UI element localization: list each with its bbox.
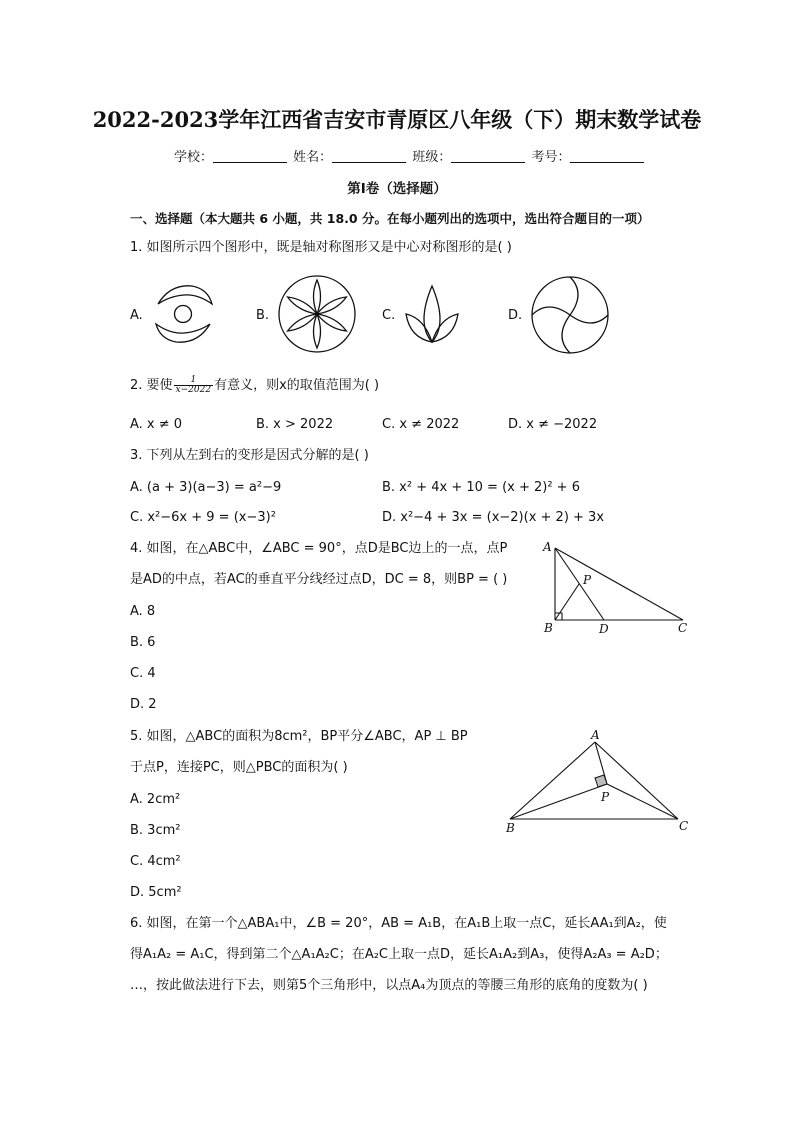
class-blank[interactable] — [451, 150, 525, 163]
q2-fraction-numerator: 1 — [174, 376, 214, 386]
q2-stem — [130, 376, 379, 395]
school-blank[interactable] — [213, 150, 287, 163]
q4-label-b: B — [544, 621, 553, 635]
q6-stem-line2: 得A₁A₂ = A₁C，得到第二个△A₁A₂C；在A₂C上取一点D，延长A₁A₂到A₃，使得A₂A₃ = A₂D； — [130, 947, 668, 962]
q1-option-d-label: D. — [508, 308, 523, 323]
q2-option-c: C. x ≠ 2022 — [382, 417, 460, 432]
q4-figure — [540, 538, 695, 638]
q2-option-a: A. x ≠ 0 — [130, 417, 183, 432]
q3-stem: 3. 下列从左到右的变形是因式分解的是( ) — [130, 448, 369, 463]
q5-label-p: P — [601, 790, 610, 804]
q4-label-c: C — [678, 621, 688, 635]
section-heading: 一、选择题（本大题共 6 小题，共 18.0 分。在每小题列出的选项中，选出符合题目的一项） — [130, 211, 650, 226]
q2-stem-pre: 2. 要使 — [130, 378, 173, 393]
q5-stem-line2: 于点P，连接PC，则△PBC的面积为( ) — [130, 760, 348, 775]
name-label: 姓名： — [293, 150, 333, 165]
q6-stem-line1: 6. 如图，在第一个△ABA₁中，∠B = 20°，AB = A₁B，在A₁B上取一点C，延长AA₁到A₂，使 — [130, 916, 667, 931]
q1-option-c-label: C. — [382, 308, 396, 323]
q1-figure-a — [150, 282, 218, 346]
q2-option-d: D. x ≠ −2022 — [508, 417, 598, 432]
exam-no-blank[interactable] — [570, 150, 644, 163]
q4-segment-bp — [555, 584, 579, 620]
student-info-line — [174, 146, 646, 165]
q4-option-b: B. 6 — [130, 635, 156, 650]
q4-label-a: A — [543, 540, 552, 554]
q4-label-d: D — [599, 622, 609, 636]
q2-stem-post: 有意义，则x的取值范围为( ) — [214, 378, 380, 393]
name-blank[interactable] — [332, 150, 406, 163]
q1-figure-b — [277, 274, 357, 354]
q5-figure — [500, 728, 700, 838]
q5-segment-bp — [510, 784, 607, 819]
volume-heading: 第Ⅰ卷（选择题） — [347, 181, 447, 197]
q4-stem-line2: 是AD的中点，若AC的垂直平分线经过点D，DC = 8，则BP = ( ) — [130, 572, 508, 587]
q1-option-b-label: B. — [256, 308, 270, 323]
q4-option-d: D. 2 — [130, 697, 157, 712]
q3-option-a: A. (a + 3)(a−3) = a²−9 — [130, 480, 282, 495]
q4-stem-line1: 4. 如图，在△ABC中，∠ABC = 90°，点D是BC边上的一点，点P — [130, 541, 508, 556]
q4-option-c: C. 4 — [130, 666, 156, 681]
q5-segment-ab — [510, 742, 595, 819]
q5-label-a: A — [591, 728, 600, 742]
q3-option-c: C. x²−6x + 9 = (x−3)² — [130, 510, 276, 525]
q2-fraction-denominator: x−2022 — [175, 385, 212, 395]
q5-label-b: B — [506, 821, 515, 835]
q5-segment-pc — [607, 784, 678, 819]
q1-stem: 1. 如图所示四个图形中，既是轴对称图形又是中心对称图形的是( ) — [130, 240, 512, 255]
q5-stem-line1: 5. 如图，△ABC的面积为8cm²，BP平分∠ABC，AP ⊥ BP — [130, 729, 468, 744]
q5-option-b: B. 3cm² — [130, 823, 181, 838]
q4-label-p: P — [583, 573, 592, 587]
page-title: 2022-2023学年江西省吉安市青原区八年级（下）期末数学试卷 — [92, 107, 702, 132]
q5-option-d: D. 5cm² — [130, 885, 182, 900]
school-label: 学校： — [174, 150, 214, 165]
q5-option-a: A. 2cm² — [130, 792, 181, 807]
exam-no-label: 考号： — [531, 150, 571, 165]
q1-option-a-label: A. — [130, 308, 143, 323]
q3-option-d: D. x²−4 + 3x = (x−2)(x + 2) + 3x — [382, 510, 605, 525]
class-label: 班级： — [412, 150, 452, 165]
q1-figure-c — [402, 284, 462, 344]
q4-segment-ac — [555, 548, 683, 620]
q5-option-c: C. 4cm² — [130, 854, 181, 869]
q5-label-c: C — [679, 819, 689, 833]
q3-option-b: B. x² + 4x + 10 = (x + 2)² + 6 — [382, 480, 580, 495]
q6-stem-line3: …，按此做法进行下去，则第5个三角形中，以点A₄为顶点的等腰三角形的底角的度数为( ) — [130, 978, 648, 993]
q5-segment-ac — [595, 742, 678, 819]
q2-fraction — [174, 376, 214, 395]
q1-figure-d — [530, 275, 610, 355]
q2-option-b: B. x > 2022 — [256, 417, 334, 432]
q4-option-a: A. 8 — [130, 604, 156, 619]
